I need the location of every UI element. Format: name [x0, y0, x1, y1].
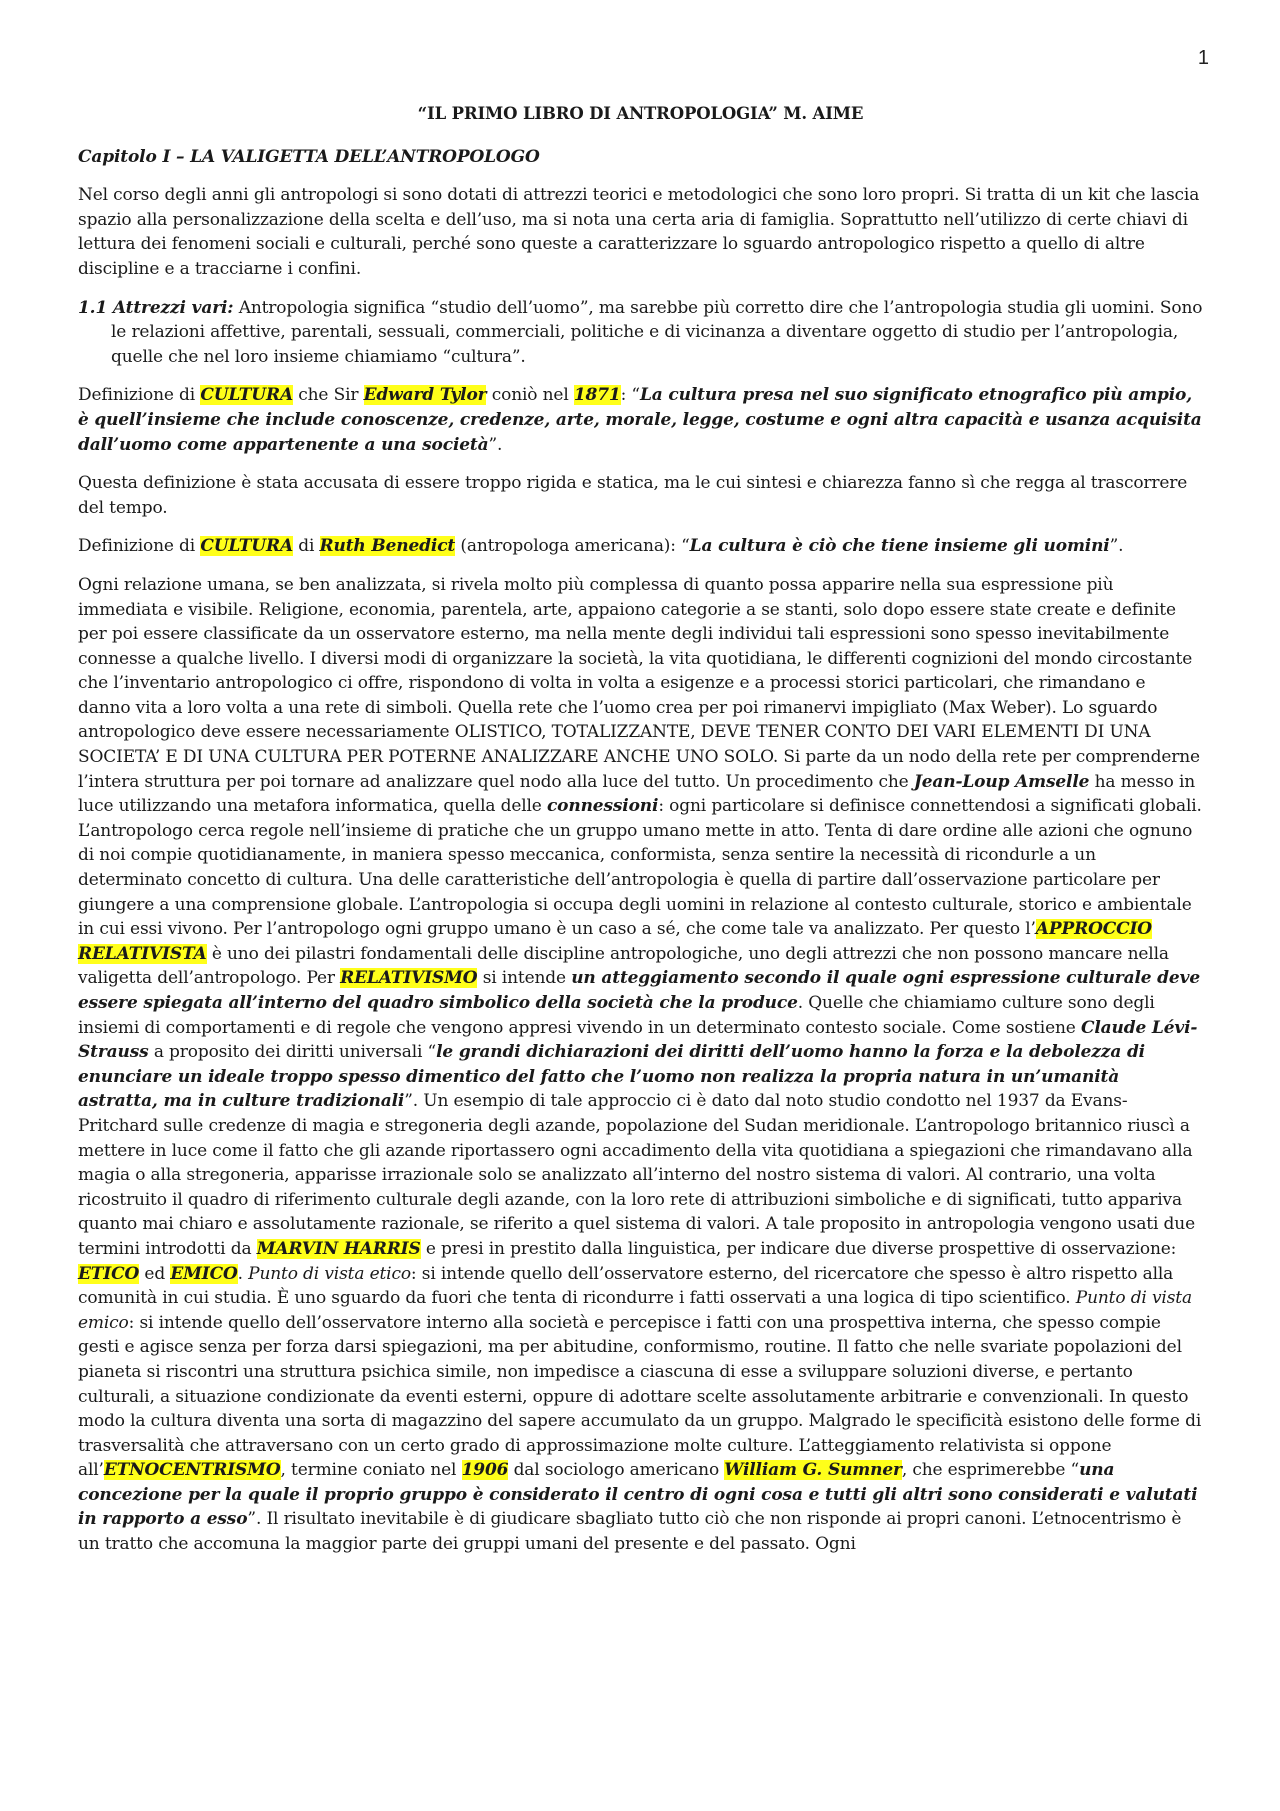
- text-run: : ogni particolare si definisce connettendosi a significati globali. L’antropologo cerca regole nell’insieme di pratiche che un gruppo umano mette in atto. Tenta di dare ordine alle azioni che ognuno di noi compie quotidianamente, in maniera spesso meccanica, conformista, senza sentire la necessità di ricondurle a un determinato concetto di cultura. Una delle caratteristiche dell’antropologia è quella di partire dall’osservazione particolare per giungere a una comprensione globale. L’antropologia si occupa degli uomini in relazione al contesto culturale, storico e ambientale in cui essi vivono. Per l’antropologo ogni gruppo umano è un caso a sé, che come tale va analizzato. Per questo l’: [78, 796, 1202, 940]
- section-heading: 1.1 Attrezzi vari:: [78, 297, 234, 318]
- text-run: ”. Il risultato inevitabile è di giudicare sbagliato tutto ciò che non risponde ai propri canoni. L’etnocentrismo è un tratto che accomuna la maggior parte dei gruppi umani del presente e del passato. Ogni: [78, 1509, 1182, 1555]
- document-body: [78, 102, 1203, 1571]
- text-run: e presi in prestito dalla linguistica, per indicare due diverse prospettive di osservazione:: [420, 1238, 1177, 1259]
- highlight-term: APPROCCIO RELATIVISTA: [78, 919, 1152, 964]
- text-run: , termine coniato nel: [280, 1460, 462, 1481]
- text-run: ”. Un esempio di tale approccio ci è dato dal noto studio condotto nel 1937 da Evans-Pritchard sulle credenze di magia e stregoneria degli azande, popolazione del Sudan meridionale. L’antropologo britannico riuscì a mettere in luce come il fatto che gli azande riportassero ogni accadimento della vita quotidiana a spiegazioni che rimandavano alla magia o alla stregoneria, apparisse irrazionale solo se analizzato all’interno del nostro sistema di valori. Al contrario, una volta ricostruito il quadro di riferimento culturale degli azande, con la loro rete di attribuzioni simboliche e di significati, tutto appariva quanto mai chiaro e assolutamente razionale, se riferito a quel sistema di valori. A tale proposito in antropologia vengono usati due termini introdotti da: [78, 1091, 1195, 1259]
- text-run: ”.: [488, 434, 503, 455]
- text-run: .: [237, 1263, 249, 1284]
- quote-text: una concezione per la quale il proprio gruppo è considerato il centro di ogni cosa e tutti gli altri sono considerati e valutati in rapporto a esso: [78, 1460, 1198, 1530]
- highlight-author: Ruth Benedict: [319, 536, 456, 557]
- text-run: : si intende quello dell’osservatore esterno, del ricercatore che spesso è altro rispetto alla comunità in cui studia. È uno sguardo da fuori che tenta di ricondurre i fatti osservati a una logica di tipo scientifico.: [78, 1263, 1174, 1309]
- text-run: , che esprimerebbe “: [901, 1460, 1080, 1481]
- text-run: dal sociologo americano: [508, 1460, 725, 1481]
- page-number: 1: [1197, 47, 1209, 69]
- text-run: che Sir: [293, 385, 364, 406]
- emphasis-term: connessioni: [546, 796, 659, 817]
- document-title: “IL PRIMO LIBRO DI ANTROPOLOGIA” M. AIME: [417, 104, 864, 123]
- text-run: è uno dei pilastri fondamentali delle discipline antropologiche, uno degli attrezzi che non possono mancare nella valigetta dell’antropologo. Per: [78, 943, 1169, 989]
- text-run: ha messo in luce utilizzando una metafora informatica, quella delle: [78, 771, 1196, 817]
- section-paragraph: [78, 296, 1203, 370]
- text-run: di: [293, 536, 320, 557]
- highlight-year: 1871: [573, 385, 621, 406]
- text-run: a proposito dei diritti universali “: [148, 1042, 437, 1063]
- italic-term: Punto di vista etico: [248, 1263, 411, 1284]
- highlight-author: Edward Tylor: [363, 385, 487, 406]
- quote-text: le grandi dichiarazioni dei diritti dell’uomo hanno la forza e la debolezza di enunciare un ideale troppo spesso dimentico del fatto che l’uomo non realizza la propria natura in un’umanità astratta, ma in culture tradizionali: [78, 1042, 1145, 1112]
- main-paragraph: [78, 573, 1203, 1557]
- intro-paragraph: Nel corso degli anni gli antropologi si sono dotati di attrezzi teorici e metodologici che sono loro propri. Si tratta di un kit che lascia spazio alla personalizzazione della scelta e dell’uso, ma si nota una certa aria di famiglia. Soprattutto nell’utilizzo di certe chiavi di lettura dei fenomeni sociali e culturali, perché sono queste a caratterizzare lo sguardo antropologico rispetto a quello di altre discipline e a tracciarne i confini.: [78, 185, 1200, 279]
- text-run: ”.: [1109, 536, 1124, 557]
- text-run: (antropologa americana): “: [455, 536, 690, 557]
- highlight-term: ETICO: [78, 1263, 140, 1284]
- chapter-heading: Capitolo I – LA VALIGETTA DELL’ANTROPOLOGO: [78, 146, 540, 167]
- quote-text: La cultura è ciò che tiene insieme gli uomini: [689, 536, 1110, 557]
- quote-text: La cultura presa nel suo significato etnografico più ampio, è quell’insieme che include conoscenze, credenze, arte, morale, legge, costume e ogni altra capacità e usanza acquisita dall’uomo come appartenente a una società: [78, 385, 1202, 455]
- comment-paragraph: Questa definizione è stata accusata di essere troppo rigida e statica, ma le cui sintesi e chiarezza fanno sì che regga al trascorrere del tempo.: [78, 473, 1188, 518]
- definition-tylor: [78, 383, 1203, 457]
- text-run: Ogni relazione umana, se ben analizzata, si rivela molto più complessa di quanto possa apparire nella sua espressione più immediata e visibile. Religione, economia, parentela, arte, appaiono categorie a se stanti, solo dopo essere state create e definite per poi essere classificate da un osservatore esterno, ma nella mente degli individui tali espressioni sono spesso inevitabilmente connesse a qualche livello. I diversi modi di organizzare la società, la vita quotidiana, le differenti cognizioni del mondo circostante che l’inventario antropologico ci offre, rispondono di volta in volta a esigenze e a processi storici particolari, che rimandano e danno vita a loro volta a una rete di simboli. Quella rete che l’uomo crea per poi rimanervi impigliato (Max Weber). Lo sguardo antropologico deve essere necessariamente OLISTICO, TOTALIZZANTE, DEVE TENER CONTO DEI VARI ELEMENTI DI UNA SOCIETA’ E DI UNA CULTURA PER POTERNE ANALIZZARE ANCHE UNO SOLO. Si parte da un nodo della rete per comprenderne l’intera struttura per poi tornare ad analizzare quel nodo alla luce del tutto. Un procedimento che: [78, 574, 1200, 792]
- emphasis-name: Claude Lévi-Strauss: [78, 1017, 1198, 1063]
- definition-benedict: [78, 534, 1203, 559]
- text-run: si intende: [477, 968, 572, 989]
- emphasis-definition: un atteggiamento secondo il quale ogni espressione culturale deve essere spiegata all’interno del quadro simbolico della società che la produce: [78, 968, 1200, 1013]
- text-run: ed: [139, 1263, 171, 1284]
- text-run: . Quelle che chiamiamo culture sono degli insiemi di comportamenti e di regole che vengono appresi vivendo in un determinato contesto sociale. Come sostiene: [78, 993, 1155, 1038]
- highlight-author: William G. Sumner: [724, 1460, 902, 1481]
- italic-term: Punto di vista emico: [78, 1288, 1192, 1333]
- highlight-author: MARVIN HARRIS: [256, 1238, 421, 1259]
- text-run: : si intende quello dell’osservatore interno alla società e percepisce i fatti con una prospettiva interna, che spesso compie gesti e agisce senza per forza darsi spiegazioni, ma per abitudine, conformismo, routine. Il fatto che nelle svariate popolazioni del pianeta si riscontri una struttura psichica simile, non impedisce a ciascuna di esse a sviluppare soluzioni diverse, e pertanto culturali, a situazione condizionate da eventi esterni, oppure di adottare scelte assolutamente arbitrarie e convenzionali. In questo modo la cultura diventa una sorta di magazzino del sapere accumulato da un gruppo. Malgrado le specificità esistono delle forme di trasversalità che attraversano con un certo grado di approssimazione molte culture. L’atteggiamento relativista si oppone all’: [78, 1312, 1202, 1481]
- emphasis-name: Jean-Loup Amselle: [913, 771, 1090, 792]
- text-run: : “: [620, 385, 640, 406]
- highlight-term: EMICO: [170, 1263, 238, 1284]
- text-run: Definizione di: [78, 536, 201, 557]
- highlight-term: ETNOCENTRISMO: [103, 1460, 281, 1481]
- text-run: coniò nel: [486, 385, 574, 406]
- highlight-year: 1906: [461, 1460, 509, 1481]
- highlight-term: CULTURA: [200, 536, 293, 557]
- highlight-term: RELATIVISMO: [340, 968, 478, 989]
- highlight-term: CULTURA: [200, 385, 293, 406]
- section-text: Antropologia significa “studio dell’uomo”, ma sarebbe più corretto dire che l’antropologia studia gli uomini. Sono le relazioni affettive, parentali, sessuali, commerciali, politiche e di vicinanza a diventare oggetto di studio per l’antropologia, quelle che nel loro insieme chiamiamo “cultura”.: [111, 297, 1203, 367]
- text-run: Definizione di: [78, 385, 201, 406]
